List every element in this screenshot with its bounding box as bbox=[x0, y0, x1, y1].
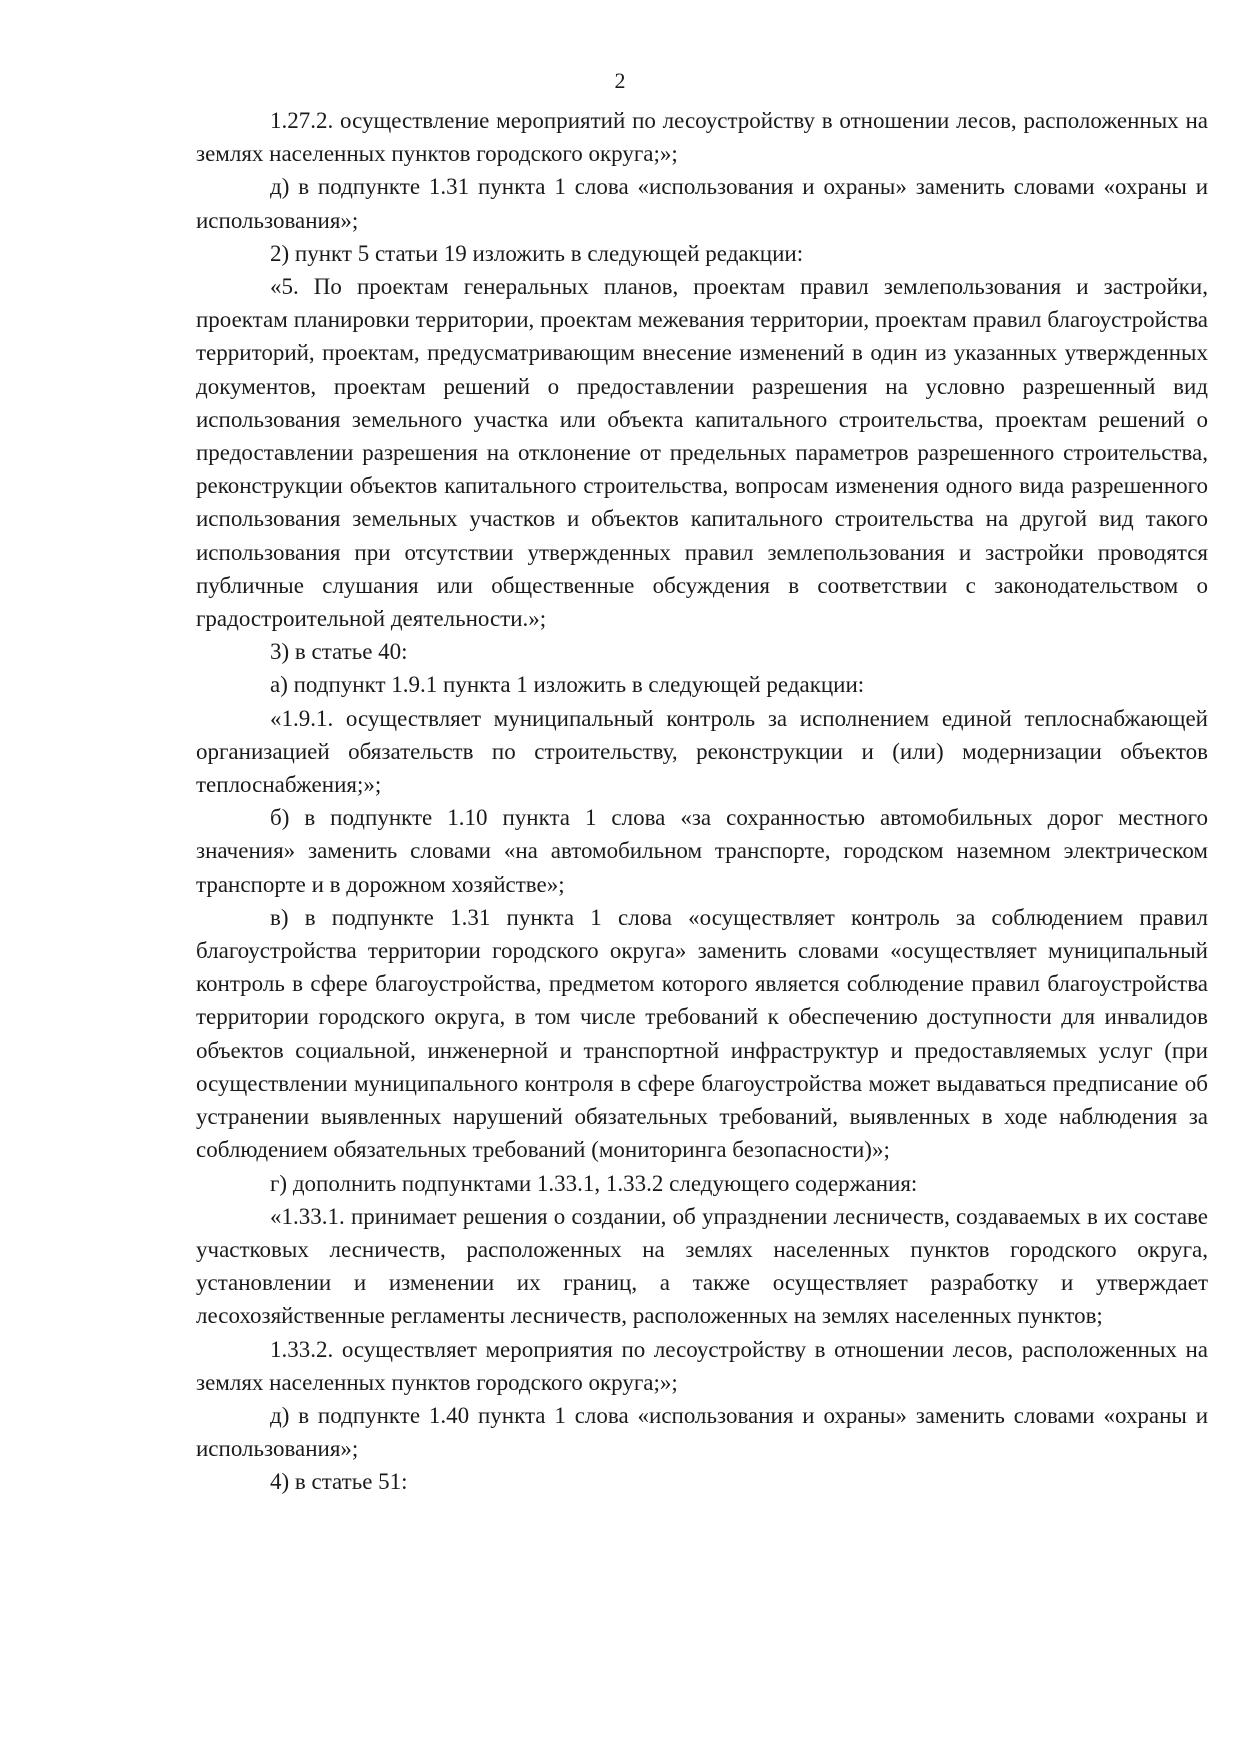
paragraph-1-27-2: 1.27.2. осуществление мероприятий по лесоустройству в отношении лесов, расположенных на землях населенных пунктов городского округа;»; bbox=[196, 108, 1208, 167]
page-number: 2 bbox=[614, 68, 626, 93]
paragraph-d-1-31: д) в подпункте 1.31 пункта 1 слова «использования и охраны» заменить словами «охраны и использования»; bbox=[196, 174, 1208, 233]
paragraph-item-4: 4) в статье 51: bbox=[270, 1469, 408, 1495]
paragraph-item-2: 2) пункт 5 статьи 19 изложить в следующей редакции: bbox=[270, 240, 804, 266]
paragraph-v-1-31: в) в подпункте 1.31 пункта 1 слова «осуществляет контроль за соблюдением правил благоустройства территории городского округа» заменить словами «осуществляет муниципальный контроль в сфере благоустройства, предметом которого является соблюдение правил благоустройства территории городского округа, в том числе требований к обеспечению доступности для инвалидов объектов социальной, инженерной и транспортной инфраструктур и предоставляемых услуг (при осуществлении муниципального контроля в сфере благоустройства может выдаваться предписание об устранении выявленных нарушений обязательных требований, выявленных в ходе наблюдения за соблюдением обязательных требований (мониторинга безопасности)»; bbox=[196, 904, 1208, 1163]
paragraph-b-1-10: б) в подпункте 1.10 пункта 1 слова «за сохранностью автомобильных дорог местного значения» заменить словами «на автомобильном транспорте, городском наземном электрическом транспорте и в дорожном хозяйстве»; bbox=[196, 805, 1208, 897]
paragraph-item-3: 3) в статье 40: bbox=[270, 639, 408, 665]
paragraph-g-1-33: г) дополнить подпунктами 1.33.1, 1.33.2 следующего содержания: bbox=[270, 1170, 918, 1196]
paragraph-d-1-40: д) в подпункте 1.40 пункта 1 слова «использования и охраны» заменить словами «охраны и использования»; bbox=[196, 1402, 1208, 1462]
paragraph-1-9-1-text: «1.9.1. осуществляет муниципальный контроль за исполнением единой теплоснабжающей организацией обязательств по строительству, реконструкции и (или) модернизации объектов теплоснабжения;»; bbox=[196, 705, 1208, 798]
paragraph-article-19-p5: «5. По проектам генеральных планов, проектам правил землепользования и застройки, проектам планировки территории, проектам межевания территории, проектам правил благоустройства территорий, проектам, предусматривающим внесение изменений в один из указанных утвержденных документов, проектам решений о предоставлении разрешения на условно разрешенный вид использования земельного участка или объекта капитального строительства, проектам решений о предоставлении разрешения на отклонение от предельных параметров разрешенного строительства, реконструкции объектов капитального строительства, вопросам изменения одного вида разрешенного использования земельных участков и объектов капитального строительства на другой вид такого использования при отсутствии утвержденных правил землепользования и застройки проводятся публичные слушания или общественные обсуждения в соответствии с законодательством о градостроительной деятельности.»; bbox=[196, 274, 1208, 632]
paragraph-a-1-9-1: а) подпункт 1.9.1 пункта 1 изложить в следующей редакции: bbox=[270, 672, 865, 698]
paragraph-1-33-2: 1.33.2. осуществляет мероприятия по лесоустройству в отношении лесов, расположенных на землях населенных пунктов городского округа;»; bbox=[196, 1336, 1208, 1395]
document-body bbox=[196, 104, 1208, 1499]
paragraph-1-33-1: «1.33.1. принимает решения о создании, об упразднении лесничеств, создаваемых в их составе участковых лесничеств, расположенных на землях населенных пунктов городского округа, установлении и изменении их границ, а также осуществляет разработку и утверждает лесохозяйственные регламенты лесничеств, расположенных на землях населенных пунктов; bbox=[196, 1203, 1208, 1329]
